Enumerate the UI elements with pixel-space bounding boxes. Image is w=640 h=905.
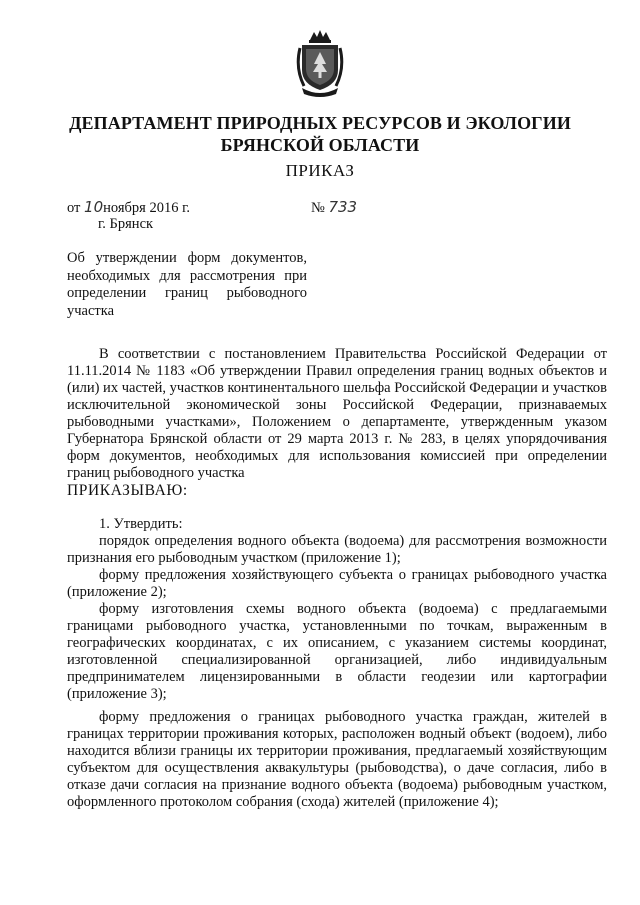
- department-line-1: ДЕПАРТАМЕНТ ПРИРОДНЫХ РЕСУРСОВ И ЭКОЛОГИИ: [69, 113, 571, 133]
- number-value-handwritten: 733: [328, 198, 358, 216]
- subject-line-2: необходимых для рассмотрения при: [67, 267, 307, 284]
- list-item: форму предложения хозяйствующего субъекта о границах рыбоводного участка (приложение 2);: [67, 567, 607, 600]
- department-name: [0, 112, 640, 156]
- date-rest: ноября 2016 г.: [103, 200, 191, 216]
- subject-line-4: участка: [67, 302, 115, 319]
- order-number: [311, 198, 357, 217]
- subject-line-3: определении границ рыбоводного: [67, 285, 307, 301]
- order-date: [67, 198, 190, 217]
- document-type: ПРИКАЗ: [285, 161, 355, 180]
- department-line-2: БРЯНСКОЙ ОБЛАСТИ: [220, 135, 420, 155]
- coat-of-arms-icon: [294, 28, 346, 98]
- preamble-paragraph: В соответствии с постановлением Правительства Российской Федерации от 11.11.2014 № 1183 «Об утверждении Правил определения границ водных объектов и (или) их частей, участков континентального шельфа Российской Федерации и участков исключительной экономической зоны Российской Федерации, признаваемых рыбоводными участками», Положением о департаменте, утвержденным указом Губернатора Брянской области от 29 марта 2013 г. № 283, в целях упорядочивания форм документов, необходимых для использования комиссией при определении границ рыбоводного участка: [67, 346, 607, 481]
- subject-line-1: Об утверждении форм документов,: [67, 250, 307, 266]
- order-body: [67, 346, 607, 811]
- order-subject: [67, 250, 307, 320]
- list-item: форму изготовления схемы водного объекта (водоема) с предлагаемыми границами рыбоводного участка, установленными по точкам, выраженным в географических координатах, с их описанием, с указанием системы координат, изготовленной специализированной организацией, либо индивидуальным предпринимателем лицензированными в области геодезии или картографии (приложение 3);: [67, 601, 607, 702]
- list-item: форму предложения о границах рыбоводного участка граждан, жителей в границах территории проживания которых, расположен водный объект (водоем), либо находится вблизи границы их территории проживания, предлагаемый хозяйствующим субъектом для осуществления аквакультуры (рыбоводства), о даче согласия, либо в отказе дачи согласия на признание водного объекта (водоема) рыбоводным участком, оформленного протоколом собрания (схода) жителей (приложение 4);: [67, 709, 607, 810]
- date-day-handwritten: 10: [84, 198, 104, 216]
- number-prefix: №: [311, 200, 325, 216]
- item-heading: 1. Утвердить:: [99, 516, 183, 532]
- command-word: ПРИКАЗЫВАЮ:: [67, 482, 188, 499]
- list-item: порядок определения водного объекта (водоема) для рассмотрения возможности признания его рыбоводным участком (приложение 1);: [67, 533, 607, 566]
- date-prefix: от: [67, 200, 81, 216]
- order-city: г. Брянск: [98, 216, 154, 232]
